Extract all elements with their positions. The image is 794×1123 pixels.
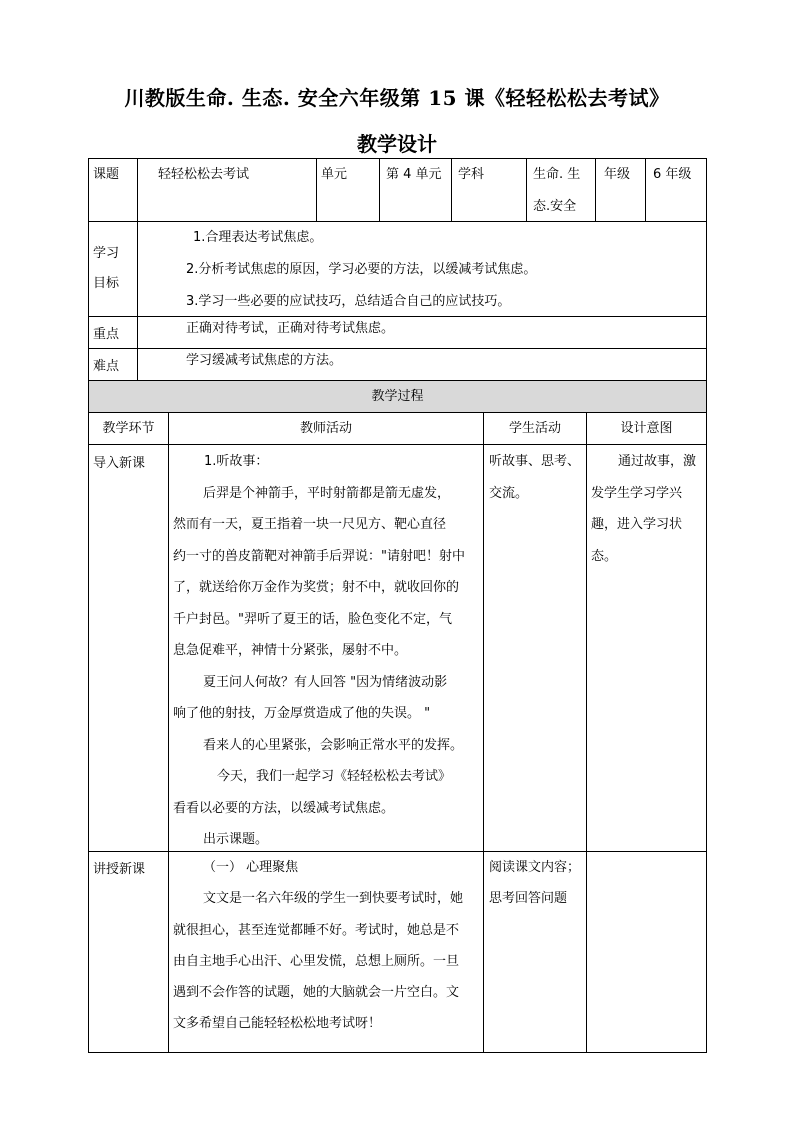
lecture-teacher-cell	[168, 851, 484, 1053]
goal-item: 3.学习一些必要的应试技巧，总结适合自己的应试技巧。	[186, 294, 511, 309]
document-subtitle: 教学设计	[357, 132, 437, 156]
intro-student-line: 交流。	[489, 485, 529, 501]
intro-teacher-line: 夏王问人何故？有人回答 "因为情绪波动影	[203, 674, 448, 690]
intro-teacher-line: 看看以必要的方法，以缓减考试焦虑。	[173, 800, 395, 816]
topic-value: 轻轻松松去考试	[158, 167, 250, 182]
intro-teacher-line: 今天，我们一起学习《轻轻松松去考试》	[217, 769, 452, 784]
intro-student-line: 听故事、思考、	[489, 454, 581, 469]
intro-student-cell	[483, 444, 587, 852]
lecture-student-cell	[483, 851, 587, 1053]
key-value: 正确对待考试，正确对待考试焦虑。	[186, 321, 395, 336]
intro-teacher-cell	[168, 444, 484, 852]
topic-label: 课题	[93, 167, 120, 182]
intro-teacher-line: 约一寸的兽皮箭靶对神箭手后羿说："请射吧！射中	[173, 548, 465, 564]
topic-value-cell	[137, 158, 317, 222]
intro-teacher-line: 千户封邑。"羿听了夏王的话，脸色变化不定，气	[173, 611, 452, 627]
subject-value-cell	[526, 158, 596, 222]
intro-stage-cell	[88, 444, 169, 852]
lecture-teacher-line: 遇到不会作答的试题，她的大脑就会一片空白。文	[173, 985, 460, 1001]
goals-label-line2: 目标	[93, 276, 120, 291]
intro-teacher-line: 息急促难平，神情十分紧张，屡射不中。	[173, 643, 408, 658]
topic-label-cell	[88, 158, 138, 222]
lecture-teacher-line: 由自主地手心出汗、心里发慌，总想上厕所。一旦	[173, 953, 460, 969]
lecture-stage-cell	[88, 851, 169, 1053]
intro-stage-label: 导入新课	[93, 456, 146, 471]
unit-value: 第 4 单元	[386, 167, 442, 182]
intro-intent-line: 发学生学习学兴	[591, 485, 683, 501]
key-label: 重点	[93, 327, 120, 342]
unit-label-cell	[316, 158, 380, 222]
lecture-teacher-line: 文多希望自己能轻轻松松地考试呀！	[173, 1016, 382, 1032]
process-header: 教学过程	[88, 380, 707, 413]
subject-value-line1: 生命. 生	[533, 167, 581, 182]
goals-label-cell	[88, 221, 138, 317]
goals-label-line1: 学习	[93, 246, 120, 261]
intro-teacher-line: 然而有一天，夏王指着一块一尺见方、靶心直径	[173, 517, 447, 532]
intro-intent-cell	[586, 444, 707, 852]
intro-intent-line: 通过故事，激	[618, 454, 697, 469]
key-value-cell	[137, 316, 707, 349]
lecture-student-line: 阅读课文内容；	[489, 860, 581, 875]
lecture-teacher-line: 文文是一名六年级的学生一到快要考试时，她	[203, 891, 464, 907]
intro-intent-line: 趣，进入学习状	[591, 517, 683, 532]
column-header-teacher: 教师活动	[168, 412, 484, 445]
difficulty-label-cell	[88, 348, 138, 381]
key-label-cell	[88, 316, 138, 349]
unit-value-cell	[379, 158, 452, 222]
lecture-teacher-line: 就很担心，甚至连觉都睡不好。考试时，她总是不	[173, 922, 460, 938]
intro-intent-line: 态。	[591, 548, 618, 564]
intro-teacher-line: 1.听故事：	[204, 454, 269, 469]
subject-label: 学科	[458, 167, 485, 182]
difficulty-value: 学习缓减考试焦虑的方法。	[186, 353, 343, 368]
column-header-intent: 设计意图	[586, 412, 707, 445]
difficulty-label: 难点	[93, 359, 120, 374]
grade-value: 6 年级	[653, 167, 692, 182]
goals-content-cell	[137, 221, 707, 317]
intro-teacher-line: 看来人的心里紧张，会影响正常水平的发挥。	[203, 737, 464, 753]
intro-teacher-line: 响了他的射技，万金厚赏造成了他的失误。 "	[173, 706, 431, 721]
grade-value-cell	[645, 158, 707, 222]
subject-value-line2: 态.安全	[533, 199, 577, 214]
intro-teacher-line: 出示课题。	[203, 832, 269, 847]
lecture-student-line: 思考回答问题	[489, 891, 568, 907]
lecture-stage-label: 讲授新课	[93, 862, 146, 877]
unit-label: 单元	[321, 167, 348, 182]
grade-label-cell	[595, 158, 646, 222]
column-header-stage: 教学环节	[88, 412, 169, 445]
intro-teacher-line: 后羿是个神箭手，平时射箭都是箭无虚发，	[203, 485, 451, 501]
difficulty-value-cell	[137, 348, 707, 381]
lecture-intent-cell	[586, 851, 707, 1053]
grade-label: 年级	[604, 167, 631, 182]
goal-item: 2.分析考试焦虑的原因，学习必要的方法，以缓减考试焦虑。	[186, 262, 537, 277]
document-title: 川教版生命. 生态. 安全六年级第 15 课《轻轻松松去考试》	[124, 86, 670, 110]
lecture-teacher-line: （一） 心理聚焦	[203, 860, 299, 875]
intro-teacher-line: 了，就送给你万金作为奖赏；射不中，就收回你的	[173, 580, 460, 595]
subject-label-cell	[451, 158, 527, 222]
column-header-student: 学生活动	[483, 412, 587, 445]
goal-item: 1.合理表达考试焦虑。	[193, 230, 323, 245]
